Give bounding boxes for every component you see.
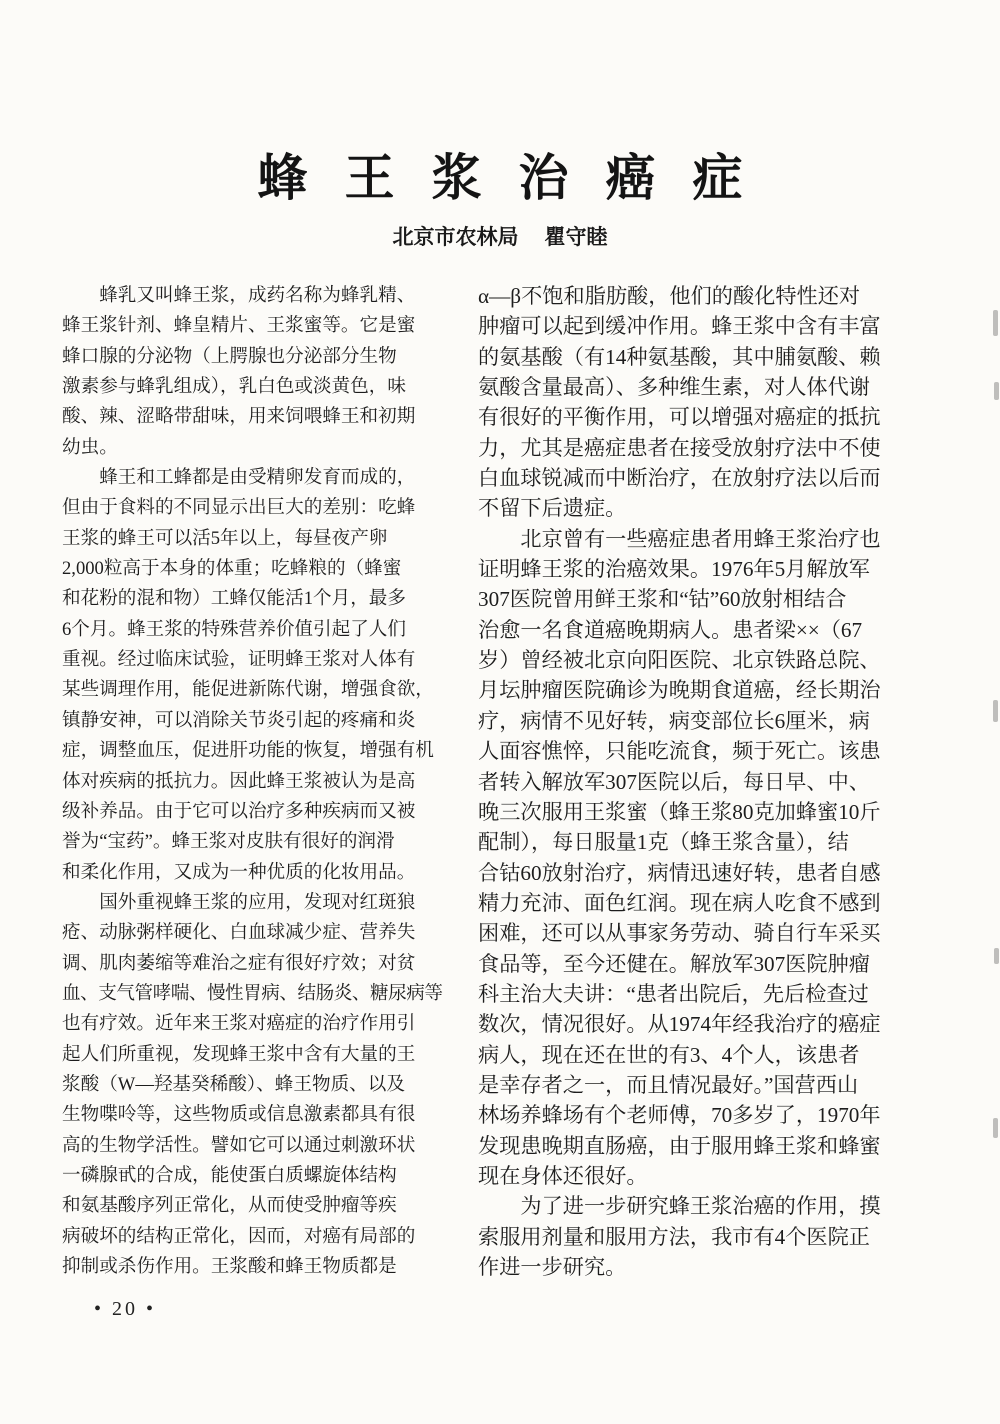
text-line: 者转入解放军307医院以后，每日早、中、 bbox=[478, 769, 870, 794]
text-line: 岁）曾经被北京向阳医院、北京铁路总院、 bbox=[478, 648, 881, 673]
text-line: 的氨基酸（有14种氨基酸，其中脯氨酸、赖 bbox=[478, 344, 881, 369]
text-line: 晚三次服用王浆蜜（蜂王浆80克加蜂蜜10斤 bbox=[478, 799, 881, 824]
text-line: 某些调理作用，能促进新陈代谢，增强食欲， bbox=[62, 679, 434, 701]
text-line: 食品等，至今还健在。解放军307医院肿瘤 bbox=[478, 951, 870, 976]
text-line: 蜂王浆针剂、蜂皇精片、王浆蜜等。它是蜜 bbox=[62, 315, 416, 337]
text-line: 配制），每日服量1克（蜂王浆含量），结 bbox=[478, 830, 849, 855]
text-line: 证明蜂王浆的治癌效果。1976年5月解放军 bbox=[478, 557, 870, 582]
text-line: 重视。经过临床试验，证明蜂王浆对人体有 bbox=[62, 649, 416, 671]
text-line: 307医院曾用鲜王浆和“钴”60放射相结合 bbox=[478, 587, 847, 612]
text-line: 为了进一步研究蜂王浆治癌的作用，摸 bbox=[520, 1194, 881, 1219]
text-line: 有很好的平衡作用，可以增强对癌症的抵抗 bbox=[478, 405, 881, 430]
text-line: 发现患晚期直肠癌，由于服用蜂王浆和蜂蜜 bbox=[478, 1133, 881, 1158]
scan-bleed-artifact bbox=[993, 1118, 998, 1138]
text-line: 索服用剂量和服用方法，我市有4个医院正 bbox=[478, 1224, 870, 1249]
text-line: 肿瘤可以起到缓冲作用。蜂王浆中含有丰富 bbox=[478, 314, 881, 339]
text-line: 精力充沛、面色红润。现在病人吃食不感到 bbox=[478, 890, 881, 915]
text-line: 级补养品。由于它可以治疗多种疾病而又被 bbox=[62, 800, 416, 822]
text-line: 氨酸含量最高）、多种维生素，对人体代谢 bbox=[478, 375, 870, 400]
text-line: 不留下后遗症。 bbox=[478, 496, 627, 521]
text-line: 幼虫。 bbox=[62, 436, 118, 458]
text-line: 月坛肿瘤医院确诊为晚期食道癌，经长期治 bbox=[478, 678, 881, 703]
text-line: 病破坏的结构正常化，因而，对癌有局部的 bbox=[62, 1225, 416, 1247]
scan-bleed-artifact bbox=[994, 948, 999, 964]
text-line: 血、支气管哮喘、慢性胃病、结肠炎、糖尿病等 bbox=[62, 982, 443, 1004]
text-line: 王浆的蜂王可以活5年以上，每昼夜产卵 bbox=[62, 527, 388, 549]
text-line: 酸、辣、涩略带甜味，用来饲喂蜂王和初期 bbox=[62, 406, 416, 428]
text-line: 是幸存者之一，而且情况最好。”国营西山 bbox=[478, 1072, 859, 1097]
byline-author: 瞿守睦 bbox=[544, 225, 608, 249]
text-line: 疮、动脉粥样硬化、白血球减少症、营养失 bbox=[62, 922, 416, 944]
text-line: 治愈一名食道癌晚期病人。患者梁××（67 bbox=[478, 617, 863, 642]
text-line: 数次，情况很好。从1974年经我治疗的癌症 bbox=[478, 1012, 881, 1037]
byline bbox=[0, 221, 1000, 251]
text-line: 6个月。蜂王浆的特殊营养价值引起了人们 bbox=[62, 618, 406, 640]
text-line: 生物喋呤等，这些物质或信息激素都具有很 bbox=[62, 1104, 416, 1126]
text-line: 蜂乳又叫蜂王浆，成药名称为蜂乳精、 bbox=[99, 285, 416, 306]
text-line: 作进一步研究。 bbox=[478, 1255, 627, 1279]
text-line: 和花粉的混和物）工蜂仅能活1个月，最多 bbox=[62, 588, 406, 610]
article-body bbox=[62, 281, 906, 1282]
scan-bleed-artifact bbox=[994, 382, 999, 400]
text-line: 起人们所重视，发现蜂王浆中含有大量的王 bbox=[62, 1043, 416, 1065]
text-line: 疗，病情不见好转，病变部位长6厘米，病 bbox=[478, 708, 870, 733]
text-line: 誉为“宝药”。蜂王浆对皮肤有很好的润滑 bbox=[62, 831, 395, 853]
page-number: • 20 • bbox=[94, 1298, 157, 1320]
text-line: 调、肌肉萎缩等难治之症有很好疗效；对贫 bbox=[62, 952, 416, 974]
text-line: 病人，现在还在世的有3、4个人，该患者 bbox=[478, 1042, 860, 1067]
text-line: 症，调整血压，促进肝功能的恢复，增强有机 bbox=[62, 740, 434, 762]
text-line: 高的生物学活性。譬如它可以通过刺激环状 bbox=[62, 1134, 416, 1156]
text-line: 合钴60放射治疗，病情迅速好转，患者自感 bbox=[478, 860, 881, 885]
text-line: 2,000粒高于本身的体重；吃蜂粮的（蜂蜜 bbox=[62, 558, 402, 580]
text-line: 和氨基酸序列正常化，从而使受肿瘤等疾 bbox=[62, 1195, 397, 1217]
text-line: 蜂王和工蜂都是由受精卵发育而成的， bbox=[99, 467, 416, 489]
text-line: α—β不饱和脂肪酸，他们的酸化特性还对 bbox=[478, 284, 861, 308]
text-line: 一磷腺甙的合成，能使蛋白质螺旋体结构 bbox=[62, 1164, 397, 1186]
text-line: 力，尤其是癌症患者在接受放射疗法中不使 bbox=[478, 435, 881, 460]
text-line: 北京曾有一些癌症患者用蜂王浆治疗也 bbox=[520, 526, 881, 551]
scan-bleed-artifact bbox=[993, 310, 998, 336]
scan-bleed-artifact bbox=[993, 700, 998, 722]
text-line: 科主治大夫讲：“患者出院后，先后检查过 bbox=[478, 981, 869, 1006]
text-line: 人面容憔悴，只能吃流食，频于死亡。该患 bbox=[478, 739, 881, 764]
text-line: 镇静安神，可以消除关节炎引起的疼痛和炎 bbox=[62, 709, 416, 731]
left-column bbox=[62, 281, 442, 1282]
text-line: 困难，还可以从事家务劳动、骑自行车采买 bbox=[478, 921, 881, 946]
article-title: 蜂王浆治癌症 bbox=[257, 150, 780, 206]
text-line: 浆酸（W—羟基癸稀酸）、蜂王物质、以及 bbox=[62, 1073, 405, 1095]
byline-organization: 北京市农林局 bbox=[392, 225, 519, 249]
text-line: 白血球锐减而中断治疗，在放射疗法以后而 bbox=[478, 466, 881, 491]
text-line: 和柔化作用，又成为一种优质的化妆用品。 bbox=[62, 861, 416, 883]
text-line: 现在身体还很好。 bbox=[478, 1163, 648, 1188]
right-column bbox=[478, 281, 906, 1282]
text-line: 蜂口腺的分泌物（上腭腺也分泌部分生物 bbox=[62, 345, 397, 367]
text-line: 但由于食料的不同显示出巨大的差别：吃蜂 bbox=[62, 497, 416, 519]
text-line: 国外重视蜂王浆的应用，发现对红斑狼 bbox=[99, 891, 416, 913]
text-line: 激素参与蜂乳组成），乳白色或淡黄色，味 bbox=[62, 376, 406, 398]
text-line: 抑制或杀伤作用。王浆酸和蜂王物质都是 bbox=[62, 1256, 397, 1277]
text-line: 林场养蜂场有个老师傅，70多岁了，1970年 bbox=[478, 1103, 881, 1128]
text-line: 体对疾病的抵抗力。因此蜂王浆被认为是高 bbox=[62, 770, 416, 792]
text-line: 也有疗效。近年来王浆对癌症的治疗作用引 bbox=[62, 1013, 416, 1035]
